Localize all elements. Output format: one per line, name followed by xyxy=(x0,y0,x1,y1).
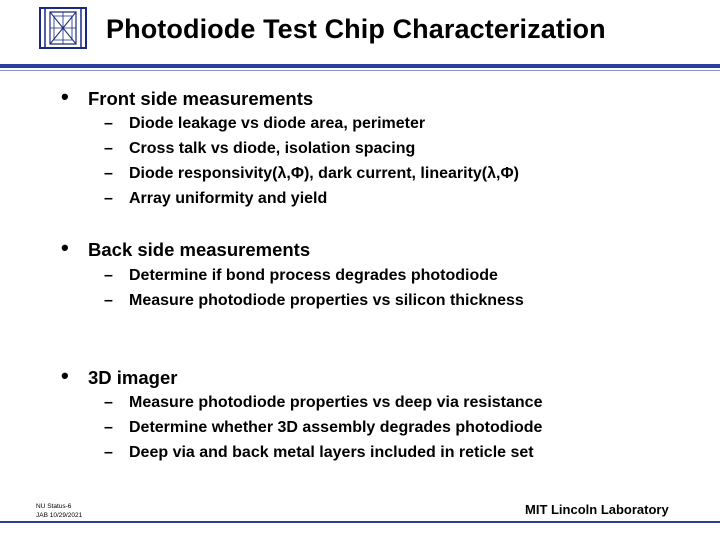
dash: – xyxy=(104,419,113,436)
footer-meta xyxy=(36,502,82,520)
sub-item-text: Array uniformity and yield xyxy=(129,190,328,207)
bullet-dot: • xyxy=(61,84,69,109)
sub-item-text: Determine if bond process degrades photodiode xyxy=(129,267,498,284)
header-rule-thin xyxy=(0,70,720,71)
dash: – xyxy=(104,140,113,157)
footer-meta-line: NU Status-6 xyxy=(36,503,72,510)
sub-item-text: Diode leakage vs diode area, perimeter xyxy=(129,115,426,132)
bullet-text: Front side measurements xyxy=(88,88,314,109)
slide-title: Photodiode Test Chip Characterization xyxy=(106,14,606,44)
bullet-dot: • xyxy=(61,235,69,260)
dash: – xyxy=(104,190,113,207)
sub-item-text: Measure photodiode properties vs silicon thickness xyxy=(129,292,524,309)
dash: – xyxy=(104,394,113,411)
footer-rule xyxy=(0,521,720,523)
sub-item-text: Cross talk vs diode, isolation spacing xyxy=(129,140,416,157)
dash: – xyxy=(104,165,113,182)
lincoln-lab-logo-icon xyxy=(38,6,88,50)
dash: – xyxy=(104,292,113,309)
sub-item-text: Measure photodiode properties vs deep via resistance xyxy=(129,394,543,411)
bullet-text: Back side measurements xyxy=(88,239,311,260)
footer-lab-name: MIT Lincoln Laboratory xyxy=(525,502,669,517)
bullet-dot: • xyxy=(61,363,69,388)
header-rule xyxy=(0,64,720,68)
footer-meta-line: JAB 10/29/2021 xyxy=(36,512,83,519)
dash: – xyxy=(104,444,113,461)
sub-item-text: Determine whether 3D assembly degrades photodiode xyxy=(129,419,543,436)
sub-item-text: Diode responsivity(λ,Φ), dark current, linearity(λ,Φ) xyxy=(129,165,519,182)
sub-item-text: Deep via and back metal layers included in reticle set xyxy=(129,444,534,461)
bullet-text: 3D imager xyxy=(88,367,178,388)
dash: – xyxy=(104,267,113,284)
dash: – xyxy=(104,115,113,132)
